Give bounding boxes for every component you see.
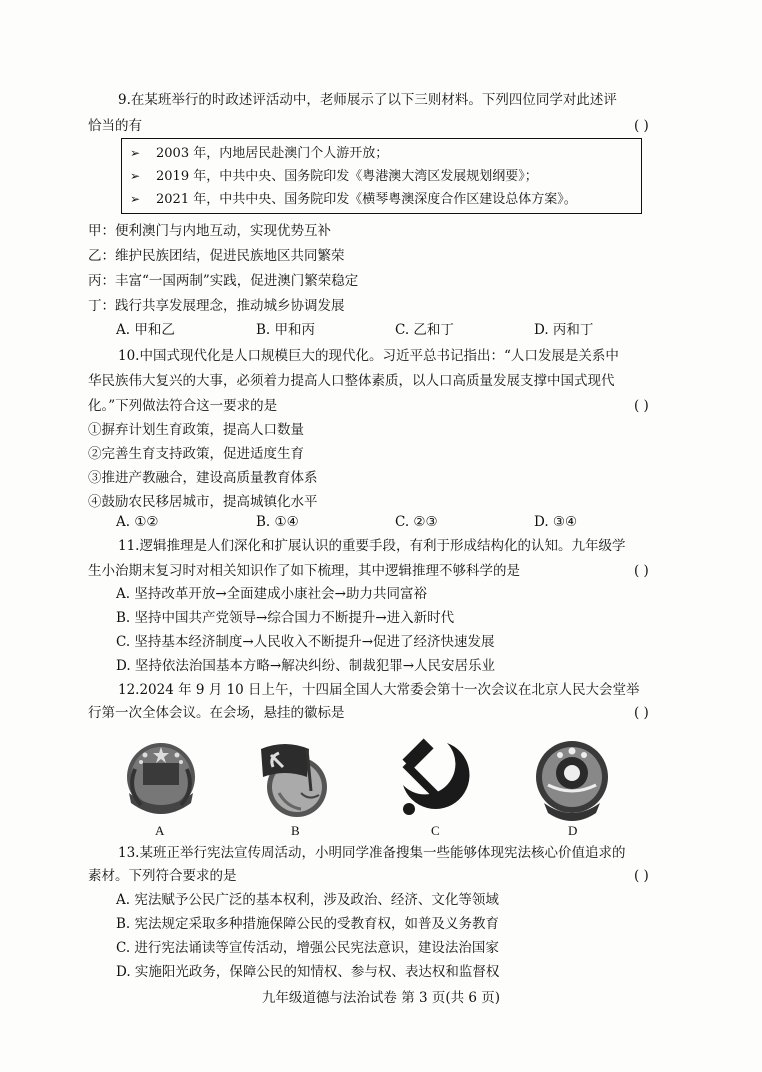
q10-option-a[interactable]: A. ①② bbox=[116, 514, 159, 530]
q10-stem-line2: 华民族伟大复兴的大事，必须着力提高人口整体素质，以人口高质量发展支撑中国式现代 bbox=[88, 373, 615, 389]
q11-option-d[interactable]: D. 坚持依法治国基本方略→解决纠纷、制裁犯罪→人民安居乐业 bbox=[116, 658, 496, 674]
national-emblem-image[interactable] bbox=[115, 733, 207, 825]
q11-option-c[interactable]: C. 坚持基本经济制度→人民收入不断提升→促进了经济快速发展 bbox=[116, 634, 495, 650]
q12-label-a: A bbox=[155, 823, 165, 838]
q10-answer-paren: ( ) bbox=[634, 398, 649, 414]
q10-item-1: ①摒弃计划生育政策，提高人口数量 bbox=[88, 422, 304, 438]
q11-answer-paren: ( ) bbox=[634, 563, 649, 579]
q11-stem-line2: 生小治期末复习时对相关知识作了如下梳理，其中逻辑推理不够科学的是 bbox=[88, 563, 520, 579]
q13-option-d[interactable]: D. 实施阳光政务，保障公民的知情权、参与权、表达权和监督权 bbox=[116, 964, 500, 980]
q9-stem-line1: 9.在某班举行的时政述评活动中，老师展示了以下三则材料。下列四位同学对此述评 bbox=[118, 92, 617, 108]
page-footer: 九年级道德与法治试卷 第 3 页(共 6 页) bbox=[261, 990, 501, 1006]
q9-comment-jia: 甲：便利澳门与内地互动，实现优势互补 bbox=[88, 223, 331, 239]
q12-stem-line1: 12.2024 年 9 月 10 日上午，十四届全国人大常委会第十一次会议在北京人民大会堂举 bbox=[118, 682, 640, 698]
q12-label-b: B bbox=[291, 823, 300, 838]
q12-stem-line2: 行第一次全体会议。在会场，悬挂的徽标是 bbox=[88, 705, 345, 721]
q10-option-c[interactable]: C. ②③ bbox=[395, 514, 438, 530]
party-flag-badge-image[interactable] bbox=[249, 733, 341, 825]
bullet-arrow-icon: ➢ bbox=[130, 192, 141, 206]
q13-option-c[interactable]: C. 进行宪法诵读等宣传活动，增强公民宪法意识，建设法治国家 bbox=[116, 940, 499, 956]
q11-stem-line1: 11.逻辑推理是人们深化和扩展认识的重要手段，有利于形成结构化的认知。九年级学 bbox=[118, 538, 626, 554]
cppcc-emblem-image[interactable] bbox=[526, 733, 618, 825]
q13-option-b[interactable]: B. 宪法规定采取多种措施保障公民的受教育权，如普及义务教育 bbox=[116, 916, 500, 932]
q9-comment-ding: 丁：践行共享发展理念，推动城乡协调发展 bbox=[88, 298, 345, 314]
bullet-arrow-icon: ➢ bbox=[130, 146, 141, 160]
q9-comment-yi: 乙：维护民族团结，促进民族地区共同繁荣 bbox=[88, 248, 345, 264]
q9-material-1: ➢ 2003 年，内地居民赴澳门个人游开放； bbox=[130, 143, 388, 164]
q9-option-a[interactable]: A. 甲和乙 bbox=[116, 322, 175, 338]
bullet-arrow-icon: ➢ bbox=[130, 169, 141, 183]
q11-option-a[interactable]: A. 坚持改革开放→全面建成小康社会→助力共同富裕 bbox=[116, 586, 427, 602]
q9-material-2: ➢ 2019 年，中共中央、国务院印发《粤港澳大湾区发展规划纲要》； bbox=[130, 166, 538, 187]
q12-label-d: D bbox=[568, 823, 578, 838]
q10-item-3: ③推进产教融合，建设高质量教育体系 bbox=[88, 470, 318, 486]
q9-stem-line2: 恰当的有 bbox=[88, 118, 142, 134]
q9-material-3: ➢ 2021 年，中共中央、国务院印发《横琴粤澳深度合作区建设总体方案》。 bbox=[130, 189, 577, 210]
q10-item-4: ④鼓励农民移居城市，提高城镇化水平 bbox=[88, 494, 318, 510]
q10-option-b[interactable]: B. ①④ bbox=[256, 514, 299, 530]
q10-stem-line1: 10.中国式现代化是人口规模巨大的现代化。习近平总书记指出：“人口发展是关系中 bbox=[118, 348, 619, 364]
q9-comment-bing: 丙：丰富“一国两制”实践，促进澳门繁荣稳定 bbox=[88, 273, 359, 289]
q13-stem-line2: 素材。下列符合要求的是 bbox=[88, 868, 237, 884]
q9-answer-paren: ( ) bbox=[634, 118, 649, 134]
q12-label-c: C bbox=[431, 823, 440, 838]
q10-item-2: ②完善生育支持政策，促进适度生育 bbox=[88, 446, 304, 462]
q9-option-c[interactable]: C. 乙和丁 bbox=[395, 322, 454, 338]
q10-stem-line3: 化。”下列做法符合这一要求的是 bbox=[88, 398, 278, 414]
q9-option-b[interactable]: B. 甲和丙 bbox=[256, 322, 316, 338]
hammer-sickle-icon[interactable] bbox=[389, 733, 481, 825]
q12-answer-paren: ( ) bbox=[634, 705, 649, 721]
q13-option-a[interactable]: A. 宪法赋予公民广泛的基本权利，涉及政治、经济、文化等领域 bbox=[116, 892, 499, 908]
q13-stem-line1: 13.某班正举行宪法宣传周活动，小明同学准备搜集一些能够体现宪法核心价值追求的 bbox=[118, 845, 626, 861]
q9-material-box bbox=[121, 138, 642, 214]
q13-answer-paren: ( ) bbox=[634, 868, 649, 884]
q11-option-b[interactable]: B. 坚持中国共产党领导→综合国力不断提升→进入新时代 bbox=[116, 610, 455, 626]
q10-option-d[interactable]: D. ③④ bbox=[534, 514, 578, 530]
q9-option-d[interactable]: D. 丙和丁 bbox=[534, 322, 594, 338]
